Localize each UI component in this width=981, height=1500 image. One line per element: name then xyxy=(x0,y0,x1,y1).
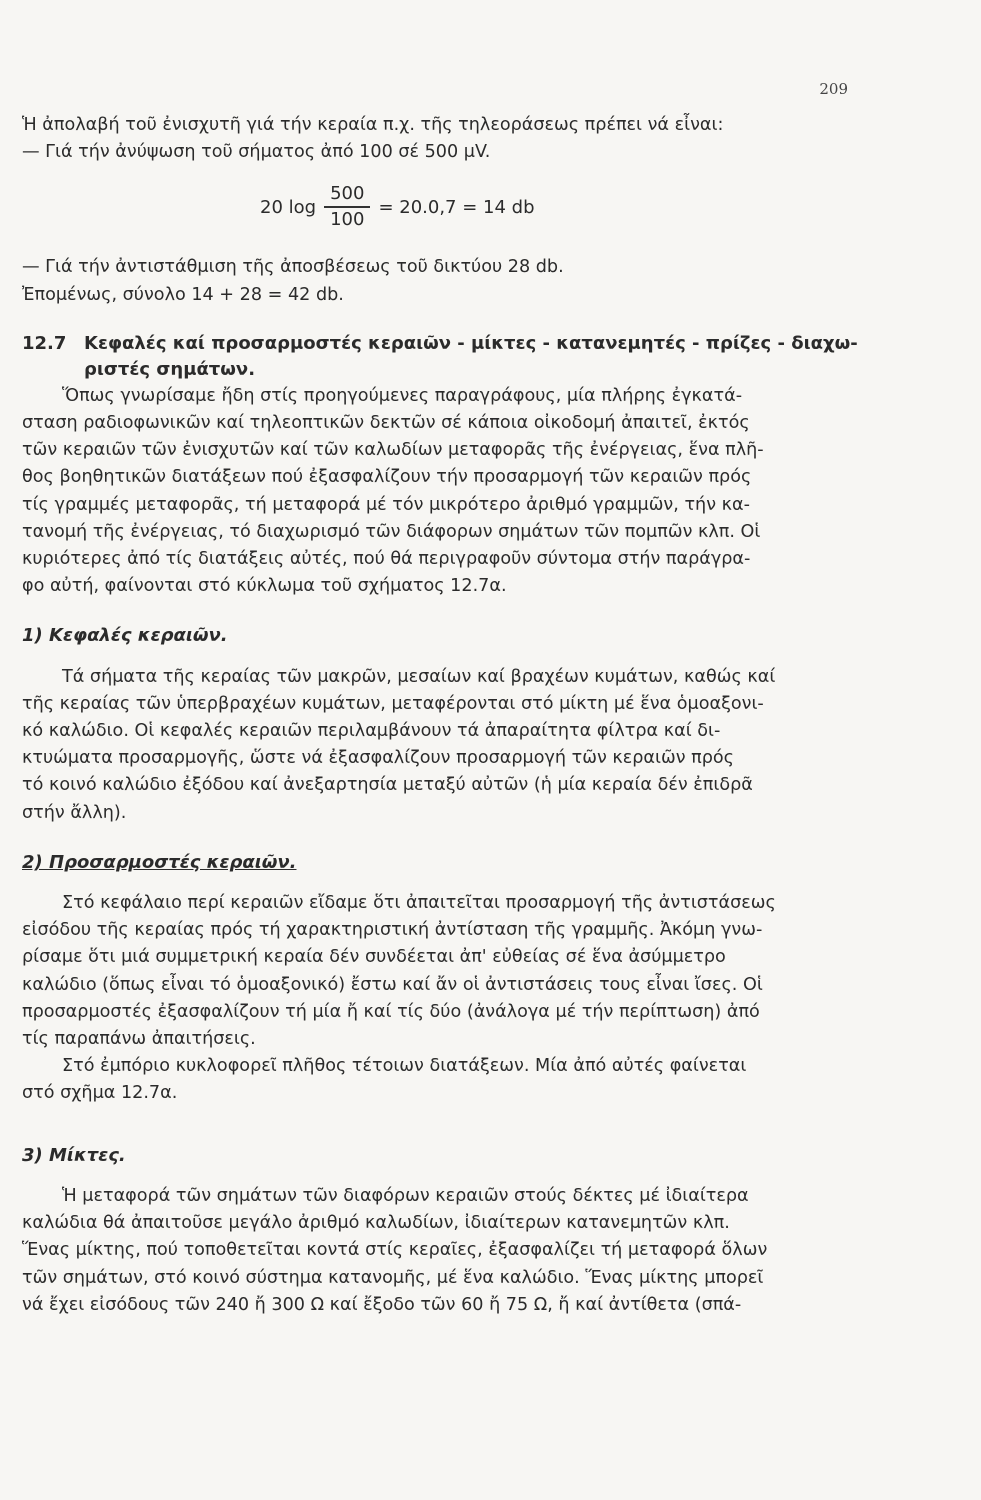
text-line: Ἡ μεταφορά τῶν σημάτων τῶν διαφόρων κεραιῶν στούς δέκτες μέ ἰδιαίτερα xyxy=(62,1185,749,1206)
section-heading xyxy=(22,331,858,383)
text-line: καλώδιο (ὅπως εἶναι τό ὁμοαξονικό) ἔστω καί ἄν οἱ ἀντιστάσεις τους εἶναι ἴσες. Οἱ xyxy=(22,974,763,995)
paragraph-intro-installations xyxy=(22,383,837,601)
text-line: τῆς κεραίας τῶν ὑπερβραχέων κυμάτων, μεταφέρονται στό μίκτη μέ ἕνα ὁμοαξονι- xyxy=(22,693,764,714)
paragraph-antenna-heads xyxy=(22,664,837,827)
text-line: Στό ἐμπόριο κυκλοφορεῖ πλῆθος τέτοιων διατάξεων. Μία ἀπό αὐτές φαίνεται xyxy=(62,1056,747,1077)
formula-fraction xyxy=(324,182,370,232)
page-content xyxy=(22,112,858,1319)
text-line: εἰσόδου τῆς κεραίας πρός τή χαρακτηριστική ἀντίσταση τῆς γραμμῆς. Ἀκόμη γνω- xyxy=(22,920,763,941)
after-formula-paragraph xyxy=(22,254,837,308)
text-line: τό κοινό καλώδιο ἐξόδου καί ἀνεξαρτησία μεταξύ αὐτῶν (ἡ μία κεραία δέν ἐπιδρᾶ xyxy=(22,775,753,796)
text-line: Τά σήματα τῆς κεραίας τῶν μακρῶν, μεσαίων καί βραχέων κυμάτων, καθώς καί xyxy=(62,666,776,687)
formula xyxy=(22,182,837,244)
text-line: Ὅπως γνωρίσαμε ἤδη στίς προηγούμενες παραγράφους, μία πλήρης ἐγκατά- xyxy=(62,385,743,406)
text-line: στό σχῆμα 12.7α. xyxy=(22,1083,178,1104)
text-line: Στό κεφάλαιο περί κεραιῶν εἴδαμε ὅτι ἀπαιτεῖται προσαρμογή τῆς ἀντιστάσεως xyxy=(62,893,776,914)
text-line: στήν ἄλλη). xyxy=(22,802,127,823)
text-line: κό καλώδιο. Οἱ κεφαλές κεραιῶν περιλαμβάνουν τά ἀπαραίτητα φίλτρα καί δι- xyxy=(22,721,721,742)
subheading-text: 2) Προσαρμοστές κεραιῶν. xyxy=(22,851,297,873)
text-line: καλώδια θά ἀπαιτοῦσε μεγάλο ἀριθμό καλωδίων, ἰδιαίτερων κατανεμητῶν κλπ. xyxy=(22,1213,730,1234)
intro-line: — Γιά τήν ἀνύψωση τοῦ σήματος ἀπό 100 σέ 500 μV. xyxy=(22,142,491,163)
paragraph-market xyxy=(22,1053,837,1107)
text-line: Ἕνας μίκτης, πού τοποθετεῖται κοντά στίς κεραῖες, ἐξασφαλίζει τή μεταφορά ὅλων xyxy=(22,1240,768,1261)
paragraph-mixers xyxy=(22,1183,837,1319)
subheading-antenna-adapters xyxy=(22,849,837,876)
text-line: θος βοηθητικῶν διατάξεων πού ἐξασφαλίζουν τήν προσαρμογή τῶν κεραιῶν πρός xyxy=(22,467,752,488)
subheading-antenna-heads: 1) Κεφαλές κεραιῶν. xyxy=(22,625,228,647)
formula-result: = 20.0,7 = 14 db xyxy=(378,196,535,218)
text-line: νά ἔχει εἰσόδους τῶν 240 ἤ 300 Ω καί ἔξοδο τῶν 60 ἤ 75 Ω, ἤ καί ἀντίθετα (σπά- xyxy=(22,1294,742,1315)
section-title-line: ριστές σημάτων. xyxy=(84,358,256,380)
text-line: φο αὐτή, φαίνονται στό κύκλωμα τοῦ σχήματος 12.7α. xyxy=(22,576,507,597)
text-line: τίς παραπάνω ἀπαιτήσεις. xyxy=(22,1029,256,1050)
formula-denominator: 100 xyxy=(330,208,365,230)
text-line: κυριότερες ἀπό τίς διατάξεις αὐτές, πού θά περιγραφοῦν σύντομα στήν παράγρα- xyxy=(22,549,751,570)
formula-numerator: 500 xyxy=(330,183,365,205)
section-title-line: Κεφαλές καί προσαρμοστές κεραιῶν - μίκτες - κατανεμητές - πρίζες - διαχω- xyxy=(84,332,858,354)
page-number: 209 xyxy=(819,80,848,98)
text-line: σταση ραδιοφωνικῶν καί τηλεοπτικῶν δεκτῶν σέ κάποια οἰκοδομή ἀπαιτεῖ, ἐκτός xyxy=(22,413,750,434)
text-line: τῶν σημάτων, στό κοινό σύστημα κατανομῆς, μέ ἕνα καλώδιο. Ἕνας μίκτης μπορεῖ xyxy=(22,1267,764,1288)
text-line: κτυώματα προσαρμογῆς, ὥστε νά ἐξασφαλίζουν προσαρμογή τῶν κεραιῶν πρός xyxy=(22,748,734,769)
text-line: — Γιά τήν ἀντιστάθμιση τῆς ἀποσβέσεως τοῦ δικτύου 28 db. xyxy=(22,257,564,278)
text-line: ρίσαμε ὅτι μιά συμμετρική κεραία δέν συνδέεται ἀπ' εὐθείας σέ ἕνα ἀσύμμετρο xyxy=(22,947,726,968)
formula-prefix: 20 log xyxy=(260,196,317,218)
paragraph-antenna-adapters xyxy=(22,890,837,1053)
text-line: Ἐπομένως, σύνολο 14 + 28 = 42 db. xyxy=(22,284,344,305)
text-line: τίς γραμμές μεταφορᾶς, τή μεταφορά μέ τόν μικρότερο ἀριθμό γραμμῶν, τήν κα- xyxy=(22,494,750,515)
intro-line: Ἡ ἀπολαβή τοῦ ἐνισχυτῆ γιά τήν κεραία π.χ. τῆς τηλεοράσεως πρέπει νά εἶναι: xyxy=(22,115,724,135)
section-number: 12.7 xyxy=(22,332,67,354)
text-line: τανομή τῆς ἐνέργειας, τό διαχωρισμό τῶν διάφορων σημάτων τῶν πομπῶν κλπ. Οἱ xyxy=(22,521,761,542)
text-line: προσαρμοστές ἐξασφαλίζουν τή μία ἤ καί τίς δύο (ἀνάλογα μέ τήν περίπτωση) ἀπό xyxy=(22,1001,760,1022)
text-line: τῶν κεραιῶν τῶν ἐνισχυτῶν καί τῶν καλωδίων μεταφορᾶς τῆς ἐνέργειας, ἕνα πλῆ- xyxy=(22,440,764,461)
intro-paragraph xyxy=(22,112,837,166)
subheading-mixers: 3) Μίκτες. xyxy=(22,1144,126,1166)
